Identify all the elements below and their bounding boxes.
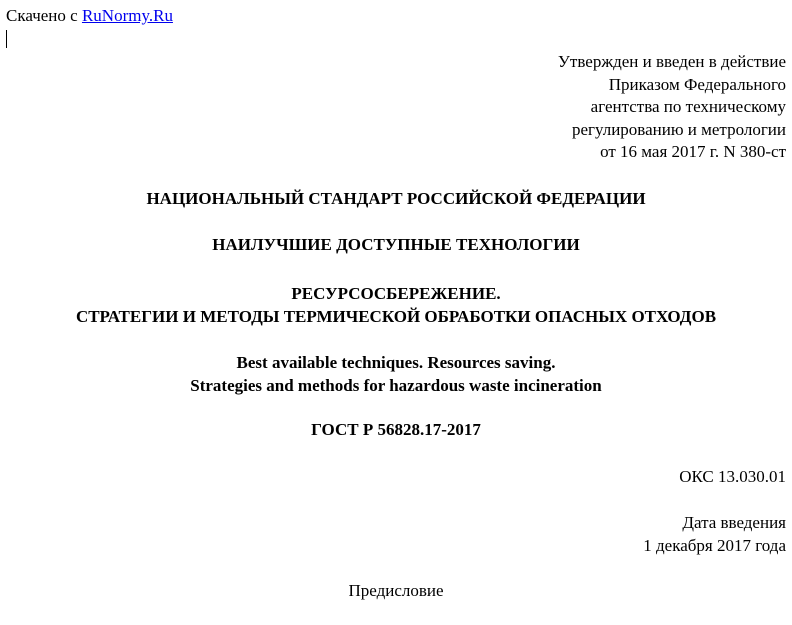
- approval-line: от 16 мая 2017 г. N 380-ст: [600, 142, 786, 161]
- source-line: [6, 6, 173, 26]
- oks-code: ОКС 13.030.01: [679, 467, 786, 486]
- intro-date-label: Дата введения: [682, 513, 786, 532]
- english-line-1: Best available techniques. Resources saving.: [236, 353, 556, 372]
- source-link[interactable]: RuNormy.Ru: [81, 6, 173, 25]
- title-line-1: РЕСУРСОСБЕРЕЖЕНИЕ.: [291, 284, 501, 303]
- intro-date-value: 1 декабря 2017 года: [643, 535, 786, 555]
- source-prefix: Скачено с: [6, 6, 82, 25]
- english-line-2: Strategies and methods for hazardous waste incineration: [190, 376, 602, 395]
- series-heading: НАИЛУЧШИЕ ДОСТУПНЫЕ ТЕХНОЛОГИИ: [212, 235, 580, 254]
- standard-heading: НАЦИОНАЛЬНЫЙ СТАНДАРТ РОССИЙСКОЙ ФЕДЕРАЦИИ: [146, 189, 646, 208]
- approval-line: регулированию и метрологии: [571, 119, 786, 139]
- approval-line: Утвержден и введен в действие: [557, 52, 786, 71]
- approval-block: [558, 51, 786, 164]
- approval-line: агентства по техническому: [590, 97, 786, 116]
- title-line-2: СТРАТЕГИИ И МЕТОДЫ ТЕРМИЧЕСКОЙ ОБРАБОТКИ ОПАСНЫХ ОТХОДОВ: [75, 307, 717, 326]
- intro-date-block: [643, 512, 786, 557]
- text-cursor: [6, 30, 7, 48]
- english-title: [0, 351, 792, 397]
- document-title: [0, 282, 792, 328]
- approval-line: Приказом Федерального: [608, 74, 786, 94]
- section-title: Предисловие: [348, 581, 444, 600]
- gost-designation: ГОСТ Р 56828.17-2017: [311, 420, 481, 439]
